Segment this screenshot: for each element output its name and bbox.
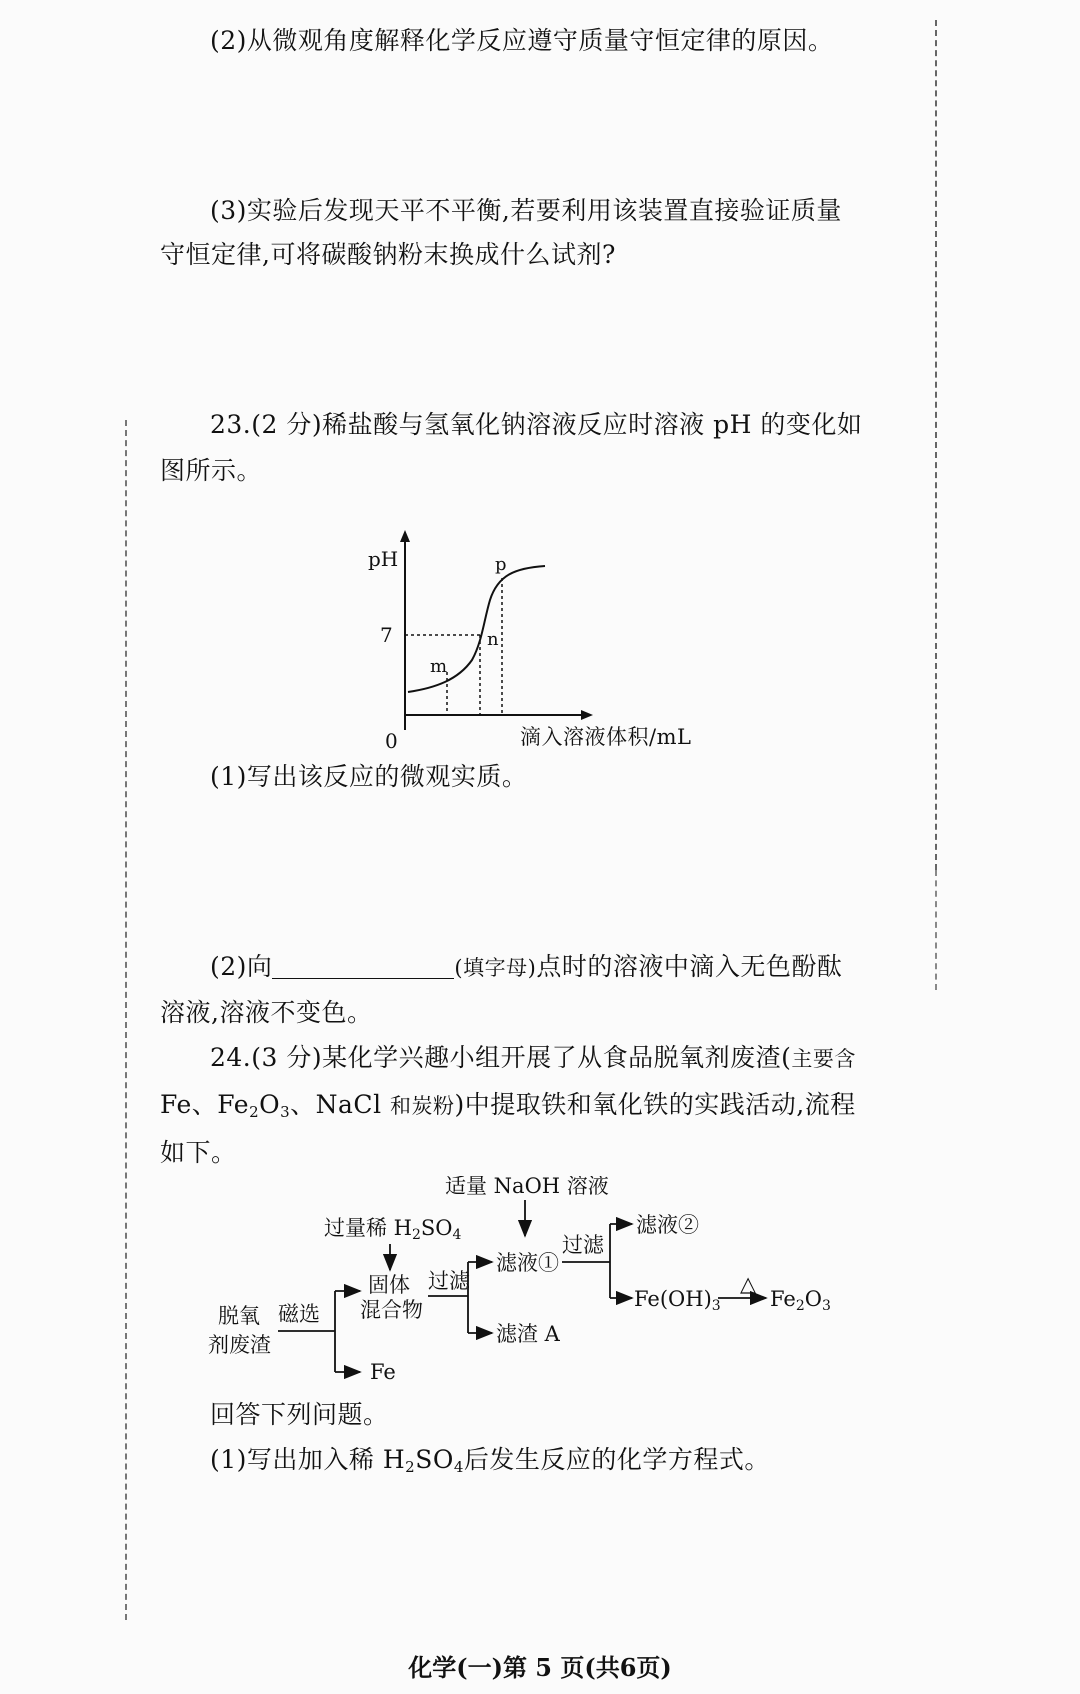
ph-curve (408, 566, 545, 692)
q24-part1 (210, 1445, 770, 1482)
fe-product: Fe (370, 1360, 396, 1384)
ylabel: pH (368, 547, 399, 571)
q23-part2-prefix: (2)向 (210, 952, 273, 981)
heat-symbol: △ (740, 1272, 757, 1296)
q24-stem-note: 和炭粉 (390, 1094, 455, 1118)
subscript: 4 (453, 1458, 464, 1476)
acid-label: 过量稀 H2SO4 (324, 1216, 462, 1243)
origin-label: 0 (385, 729, 398, 750)
ytick-7: 7 (380, 623, 393, 647)
filtrate1-label: 滤液① (496, 1251, 559, 1275)
mixture-label-1: 固体 (368, 1273, 410, 1297)
filter-1-label: 过滤 (428, 1269, 470, 1293)
q22-part3-line2: 守恒定律,可将碳酸钠粉末换成什么试剂? (160, 240, 616, 269)
start-label-2: 剂废渣 (208, 1333, 271, 1357)
q23-stem-line2: 图所示。 (160, 456, 263, 485)
chart-xlabel: 滴入溶液体积/mL (520, 725, 692, 749)
magnet-label: 磁选 (278, 1302, 320, 1326)
q24-p1-text: 后发生反应的化学方程式。 (463, 1445, 770, 1474)
q23-part2-line2: 溶液,溶液不变色。 (160, 998, 373, 1027)
q22-part2: (2)从微观角度解释化学反应遵守质量守恒定律的原因。 (210, 26, 834, 55)
residue-a-label: 滤渣 A (496, 1322, 560, 1346)
q24-stem-line3: 如下。 (160, 1138, 237, 1167)
q23-stem-line1: 23.(2 分)稀盐酸与氢氧化钠溶液反应时溶液 pH 的变化如 (210, 410, 863, 439)
binding-line-right-lower (935, 870, 937, 990)
start-label-1: 脱氧 (218, 1304, 260, 1328)
q24-answer-prompt: 回答下列问题。 (210, 1400, 389, 1429)
q24-formula-part: O (259, 1090, 281, 1119)
subscript: 2 (405, 1458, 416, 1476)
q24-formula-part: 、NaCl (290, 1090, 382, 1119)
feoh3-label: Fe(OH)3 (634, 1287, 721, 1314)
q23-part2-note: (填字母) (454, 956, 537, 980)
filtrate2-label: 滤液② (636, 1213, 699, 1237)
page-footer: 化学(一)第 5 页(共6页) (408, 1653, 672, 1682)
q23-part1: (1)写出该反应的微观实质。 (210, 762, 528, 791)
q24-p1-text: SO (415, 1445, 454, 1474)
filter-2-label: 过滤 (562, 1233, 604, 1257)
mixture-label-2: 混合物 (360, 1298, 423, 1322)
ph-chart (350, 530, 710, 750)
x-axis-arrow (581, 710, 593, 720)
q24-formula-part: Fe、Fe (160, 1090, 250, 1119)
fe2o3-label: Fe2O3 (770, 1287, 831, 1314)
q24-stem-text: )中提取铁和氧化铁的实践活动,流程 (454, 1090, 856, 1119)
q24-stem-text: 24.(3 分)某化学兴趣小组开展了从食品脱氧剂废渣( (210, 1043, 792, 1072)
point-p: p (495, 554, 507, 575)
answer-blank[interactable] (272, 954, 454, 979)
q23-part2-suffix: 点时的溶液中滴入无色酚酞 (536, 952, 843, 981)
q24-stem-note: 主要含 (791, 1047, 856, 1071)
q22-part3-line1: (3)实验后发现天平不平衡,若要利用该装置直接验证质量 (210, 196, 842, 225)
q24-stem-line1 (210, 1043, 856, 1074)
point-n: n (487, 629, 499, 650)
q23-part2-line1 (210, 952, 842, 983)
point-m: m (430, 656, 448, 677)
binding-line-left (125, 420, 127, 1620)
q24-stem-line2 (160, 1090, 856, 1127)
y-axis-arrow (400, 530, 410, 542)
subscript: 2 (249, 1103, 260, 1121)
subscript: 3 (280, 1103, 291, 1121)
binding-line-right (935, 20, 937, 870)
process-flow-diagram (200, 1176, 880, 1386)
q24-p1-text: (1)写出加入稀 H (210, 1445, 406, 1474)
naoh-label: 适量 NaOH 溶液 (445, 1176, 609, 1198)
